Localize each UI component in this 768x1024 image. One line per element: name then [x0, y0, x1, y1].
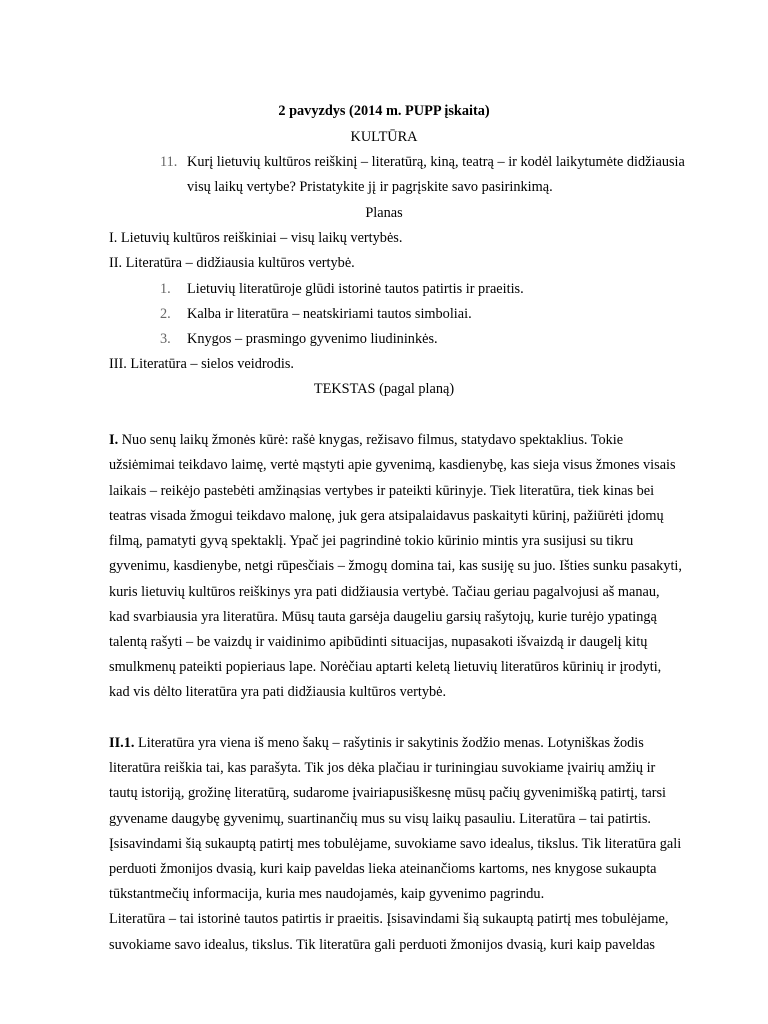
paragraph-line: užsiėmimai teikdavo laimę, vertė mąstyti apie gyvenimą, kasdienybę, kas sieja visus žmones visais: [109, 457, 676, 473]
document-title: 2 pavyzdys (2014 m. PUPP įskaita): [278, 103, 490, 119]
plan-item: III. Literatūra – sielos veidrodis.: [109, 356, 295, 372]
paragraph-line: filmą, pamatyti gyvą spektaklį. Ypač jei pagrindinė tokio kūrinio mintis yra susijusi su tikru: [109, 533, 634, 549]
plan-item: I. Lietuvių kultūros reiškiniai – visų laikų vertybės.: [109, 230, 403, 246]
plan-item: II. Literatūra – didžiausia kultūros vertybė.: [109, 255, 355, 271]
paragraph-line: gyvename daugybę gyvenimų, suartinančių mus su visų laikų pasauliu. Literatūra – tai patirtis.: [109, 811, 651, 827]
paragraph-line: Literatūra – tai istorinė tautos patirtis ir praeitis. Įsisavindami šią sukauptą patirtį mes tobulėjame,: [109, 911, 669, 927]
paragraph-line: laikais – reikėjo pastebėti amžinąsias vertybes ir pateikti kūrinyje. Tiek literatūra, tiek kinas bei: [109, 483, 655, 499]
paragraph-line: perduoti žmonijos dvasią, kuri kaip paveldas lieka ateinančioms kartoms, nes knygose sukaupta: [109, 861, 657, 877]
question-line: Kurį lietuvių kultūros reiškinį – literatūrą, kiną, teatrą – ir kodėl laikytumėte didžiausia: [187, 154, 685, 170]
section-label: I.: [109, 432, 119, 448]
paragraph-line: kad svarbiausia yra literatūra. Mūsų tauta garsėja daugeliu garsių rašytojų, kurie turėjo ypatingą: [109, 609, 657, 625]
plan-subitem-number: 1.: [160, 281, 171, 297]
paragraph-line: talentą rašyti – be vaizdų ir vaidinimo apibūdinti situacijas, nupasakoti išvaizdą ir daugelį kitų: [109, 634, 648, 650]
text-title: TEKSTAS (pagal planą): [313, 381, 455, 397]
plan-subitem: Lietuvių literatūroje glūdi istorinė tautos patirtis ir praeitis.: [187, 281, 524, 297]
paragraph-line: I. Nuo senų laikų žmonės kūrė: rašė knygas, režisavo filmus, statydavo spektaklius. Tokie: [109, 432, 624, 448]
paragraph-line: gyvenimu, kasdienybe, netgi rūpesčiais – žmogų domina tai, kas susiję su juo. Išties sunku pasakyti,: [109, 558, 682, 574]
question-line: visų laikų vertybe? Pristatykite jį ir pagrįskite savo pasirinkimą.: [187, 179, 553, 195]
paragraph-line: kuris lietuvių kultūros reiškinys yra pati didžiausia vertybė. Tačiau geriau pagalvojusi aš manau,: [109, 584, 660, 600]
plan-subitem: Kalba ir literatūra – neatskiriami tautos simboliai.: [187, 306, 472, 322]
paragraph-line: kad vis dėlto literatūra yra pati didžiausia kultūros vertybė.: [109, 684, 447, 700]
paragraph-line: suvokiame savo idealus, tikslus. Tik literatūra gali perduoti žmonijos dvasią, kuri kaip paveldas: [109, 937, 655, 953]
question-number: 11.: [160, 154, 178, 170]
paragraph-line: literatūra reiškia tai, kas parašyta. Tik jos dėka plačiau ir turiningiau suvokiame įvairių amžių ir: [109, 760, 656, 776]
paragraph-line: tūkstantmečių informacija, kuria mes naudojamės, kaip gyvenimo pagrindu.: [109, 886, 545, 902]
topic-title: KULTŪRA: [350, 129, 418, 145]
plan-subitem-number: 3.: [160, 331, 171, 347]
paragraph-line: II.1. Literatūra yra viena iš meno šakų – rašytinis ir sakytinis žodžio menas. Lotyniškas žodis: [109, 735, 644, 751]
plan-title: Planas: [365, 205, 403, 221]
paragraph-line: Įsisavindami šią sukauptą patirtį mes tobulėjame, suvokiame savo idealus, tikslus. Tik literatūra gali: [109, 836, 682, 852]
plan-subitem: Knygos – prasmingo gyvenimo liudininkės.: [187, 331, 438, 347]
plan-subitem-number: 2.: [160, 306, 171, 322]
section-label: II.1.: [109, 735, 135, 751]
paragraph-line: tautų istoriją, grožinę literatūrą, sudarome įvairiapusiškesnę mūsų pačių gyvenimišką patirtį, tarsi: [109, 785, 667, 801]
paragraph-line: smulkmenų pateikti popieriaus lape. Norėčiau aptarti keletą lietuvių literatūros kūrinių ir įrodyti,: [109, 659, 662, 675]
paragraph-line: teatras visada žmogui teikdavo malonę, juk gera atsipalaidavus paskaityti kūrinį, pažiūrėti įdomų: [109, 508, 664, 524]
